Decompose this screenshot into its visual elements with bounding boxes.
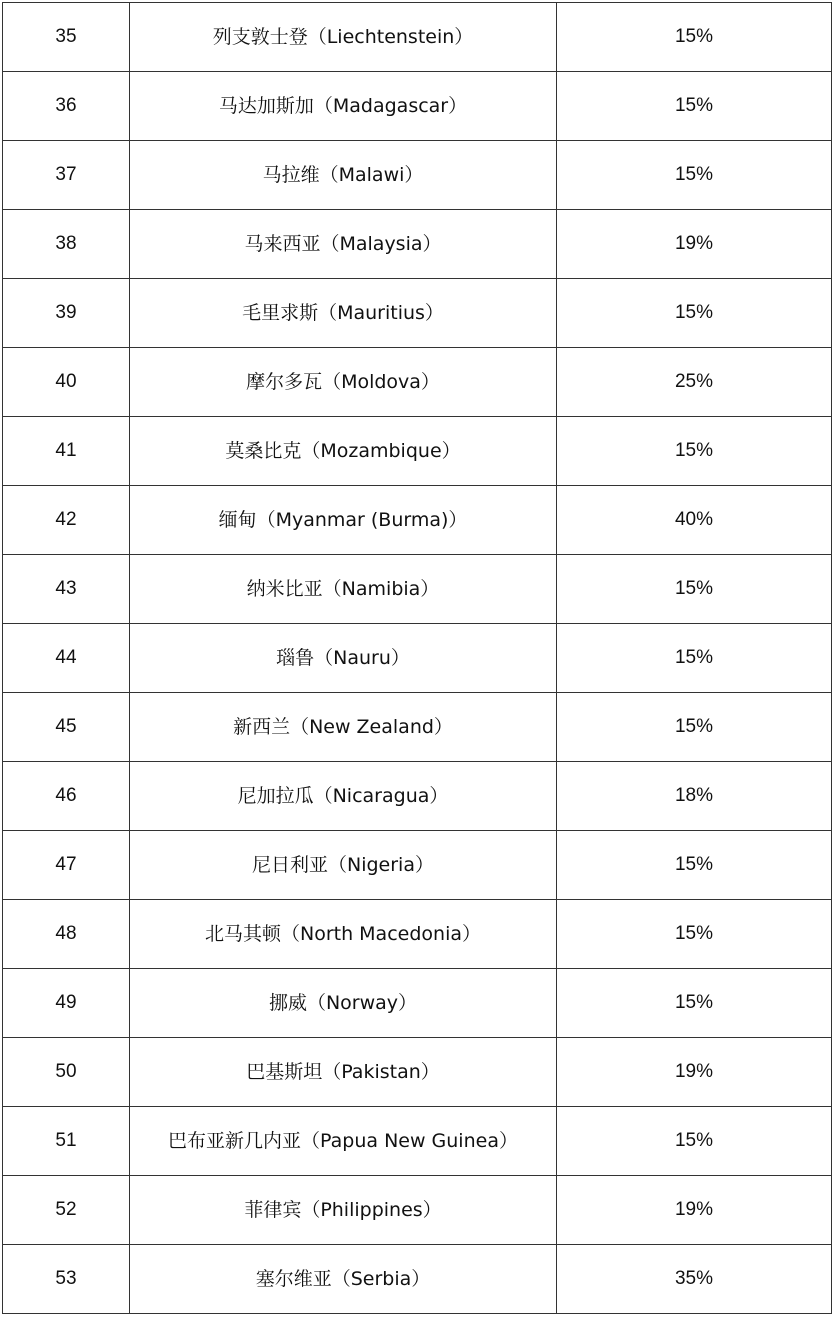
table-row bbox=[3, 141, 832, 210]
country-name-cell: 尼日利亚（Nigeria） bbox=[130, 831, 557, 900]
row-number-cell: 48 bbox=[3, 900, 130, 969]
table-row bbox=[3, 1107, 832, 1176]
tariff-rate-cell: 15% bbox=[557, 3, 832, 72]
tariff-rate-table bbox=[2, 2, 832, 1314]
row-number-cell: 38 bbox=[3, 210, 130, 279]
table-row bbox=[3, 900, 832, 969]
tariff-rate-cell: 19% bbox=[557, 210, 832, 279]
table-body bbox=[3, 3, 832, 1314]
tariff-rate-cell: 25% bbox=[557, 348, 832, 417]
row-number-cell: 50 bbox=[3, 1038, 130, 1107]
tariff-rate-cell: 18% bbox=[557, 762, 832, 831]
table-row bbox=[3, 3, 832, 72]
table-row bbox=[3, 762, 832, 831]
country-name-cell: 缅甸（Myanmar (Burma)） bbox=[130, 486, 557, 555]
country-name-cell: 毛里求斯（Mauritius） bbox=[130, 279, 557, 348]
country-name-cell: 巴基斯坦（Pakistan） bbox=[130, 1038, 557, 1107]
table-row bbox=[3, 693, 832, 762]
row-number-cell: 53 bbox=[3, 1245, 130, 1314]
document-page bbox=[2, 2, 832, 1314]
tariff-rate-cell: 35% bbox=[557, 1245, 832, 1314]
tariff-rate-cell: 15% bbox=[557, 555, 832, 624]
table-row bbox=[3, 279, 832, 348]
tariff-rate-cell: 15% bbox=[557, 900, 832, 969]
table-row bbox=[3, 417, 832, 486]
row-number-cell: 52 bbox=[3, 1176, 130, 1245]
tariff-rate-cell: 15% bbox=[557, 693, 832, 762]
tariff-rate-cell: 15% bbox=[557, 417, 832, 486]
tariff-rate-cell: 15% bbox=[557, 624, 832, 693]
row-number-cell: 37 bbox=[3, 141, 130, 210]
table-row bbox=[3, 348, 832, 417]
tariff-rate-cell: 19% bbox=[557, 1038, 832, 1107]
country-name-cell: 菲律宾（Philippines） bbox=[130, 1176, 557, 1245]
row-number-cell: 43 bbox=[3, 555, 130, 624]
table-row bbox=[3, 831, 832, 900]
country-name-cell: 挪威（Norway） bbox=[130, 969, 557, 1038]
country-name-cell: 马拉维（Malawi） bbox=[130, 141, 557, 210]
tariff-rate-cell: 15% bbox=[557, 141, 832, 210]
tariff-rate-cell: 15% bbox=[557, 1107, 832, 1176]
country-name-cell: 莫桑比克（Mozambique） bbox=[130, 417, 557, 486]
row-number-cell: 49 bbox=[3, 969, 130, 1038]
row-number-cell: 36 bbox=[3, 72, 130, 141]
table-row bbox=[3, 72, 832, 141]
table-row bbox=[3, 969, 832, 1038]
table-row bbox=[3, 486, 832, 555]
tariff-rate-cell: 15% bbox=[557, 831, 832, 900]
table-row bbox=[3, 555, 832, 624]
row-number-cell: 42 bbox=[3, 486, 130, 555]
country-name-cell: 尼加拉瓜（Nicaragua） bbox=[130, 762, 557, 831]
row-number-cell: 44 bbox=[3, 624, 130, 693]
country-name-cell: 塞尔维亚（Serbia） bbox=[130, 1245, 557, 1314]
table-row bbox=[3, 1245, 832, 1314]
table-row bbox=[3, 1176, 832, 1245]
country-name-cell: 马来西亚（Malaysia） bbox=[130, 210, 557, 279]
tariff-rate-cell: 15% bbox=[557, 969, 832, 1038]
row-number-cell: 51 bbox=[3, 1107, 130, 1176]
country-name-cell: 巴布亚新几内亚（Papua New Guinea） bbox=[130, 1107, 557, 1176]
tariff-rate-cell: 40% bbox=[557, 486, 832, 555]
country-name-cell: 马达加斯加（Madagascar） bbox=[130, 72, 557, 141]
row-number-cell: 46 bbox=[3, 762, 130, 831]
row-number-cell: 41 bbox=[3, 417, 130, 486]
table-row bbox=[3, 210, 832, 279]
tariff-rate-cell: 15% bbox=[557, 279, 832, 348]
country-name-cell: 新西兰（New Zealand） bbox=[130, 693, 557, 762]
tariff-rate-cell: 19% bbox=[557, 1176, 832, 1245]
country-name-cell: 北马其顿（North Macedonia） bbox=[130, 900, 557, 969]
country-name-cell: 纳米比亚（Namibia） bbox=[130, 555, 557, 624]
row-number-cell: 39 bbox=[3, 279, 130, 348]
tariff-rate-cell: 15% bbox=[557, 72, 832, 141]
country-name-cell: 列支敦士登（Liechtenstein） bbox=[130, 3, 557, 72]
table-row bbox=[3, 624, 832, 693]
table-row bbox=[3, 1038, 832, 1107]
row-number-cell: 47 bbox=[3, 831, 130, 900]
country-name-cell: 摩尔多瓦（Moldova） bbox=[130, 348, 557, 417]
row-number-cell: 40 bbox=[3, 348, 130, 417]
row-number-cell: 45 bbox=[3, 693, 130, 762]
row-number-cell: 35 bbox=[3, 3, 130, 72]
country-name-cell: 瑙鲁（Nauru） bbox=[130, 624, 557, 693]
